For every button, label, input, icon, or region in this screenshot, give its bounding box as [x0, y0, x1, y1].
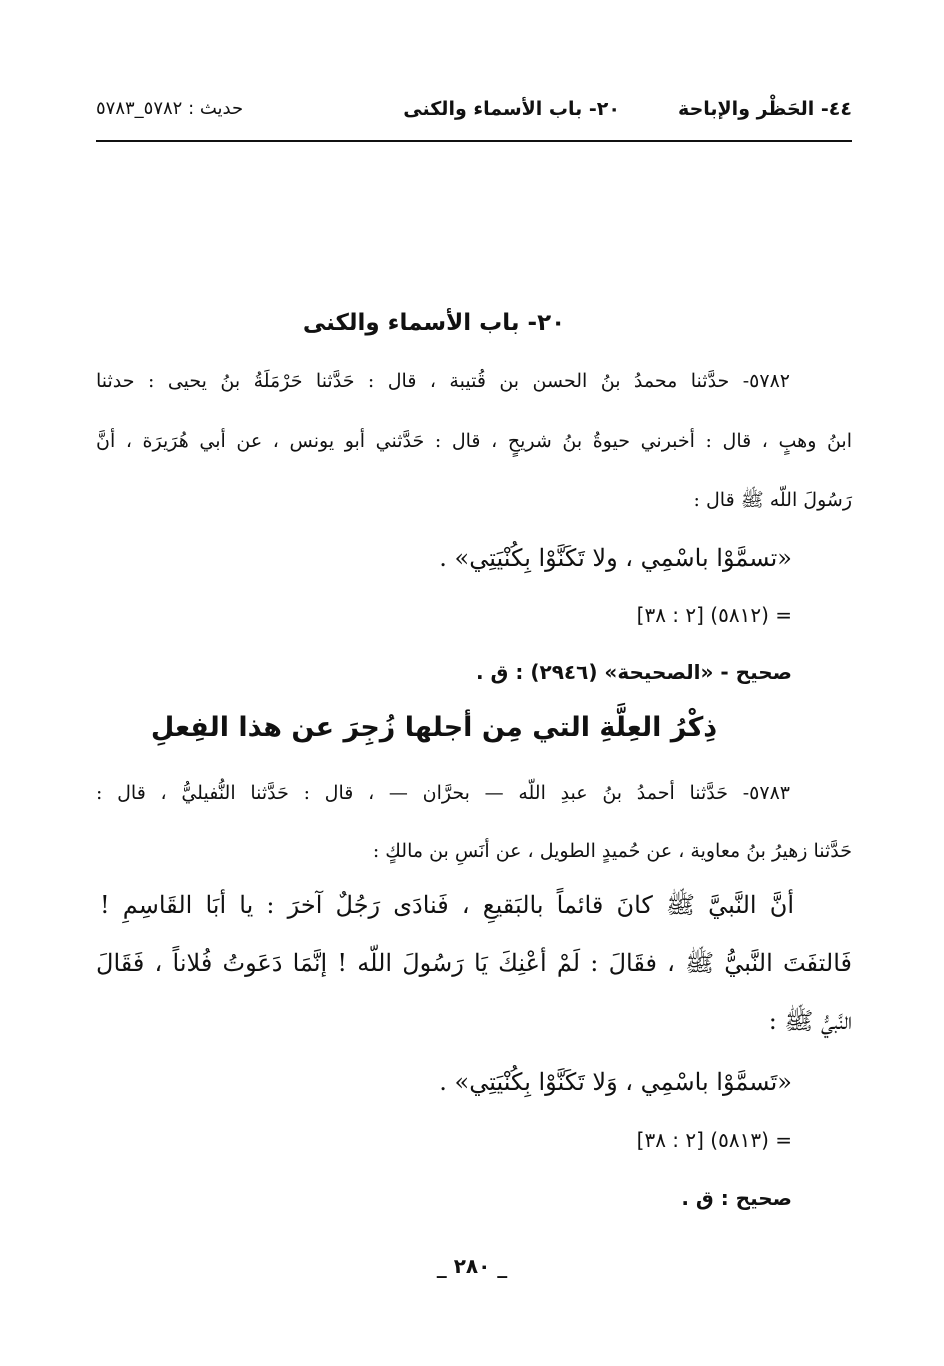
header-chapter-title: ٢٠- باب الأسماء والكنى	[403, 98, 620, 120]
hadith-5783-grade: صحيح : ق .	[681, 1186, 792, 1210]
hadith-5782-isnad-line-3: رَسُولَ اللّه ﷺ قال :	[693, 489, 852, 511]
hadith-5783-isnad-line-2: حَدَّثنا زهيرُ بنُ معاوية ، عن حُميدٍ الطويل ، عن أنَسِ بن مالكٍ :	[372, 840, 852, 862]
chapter-title: ٢٠- باب الأسماء والكنى	[302, 310, 566, 336]
running-header	[96, 98, 852, 138]
section-subheading: ذِكْرُ العِلَّةِ التي مِن أجلها زُجِرَ عن هذا الفِعلِ	[150, 712, 718, 743]
header-hadith-range: حديث : ٥٧٨٢_٥٧٨٣	[96, 98, 244, 119]
hadith-5782-grade: صحيح - «الصحيحة» (٢٩٤٦) : ق .	[475, 660, 792, 684]
hadith-5782-isnad-line-1: ٥٧٨٢- حدَّثنا محمدُ بنُ الحسن بن قُتيبة ، قال : حَدَّثنا حَرْمَلَةُ بنُ يحيى : حدثنا	[96, 370, 790, 392]
hadith-5783-matn-line-1: أنَّ النَّبيَّ ﷺ كانَ قائماً بالبَقيعِ ، فَنادَى رَجُلٌ آخرَ : يا أبَا القَاسِمِ !	[100, 891, 794, 919]
header-book-title: ٤٤- الحَظْر والإباحة	[678, 98, 852, 120]
hadith-5783-quote: «تَسمَّوْا باسْمِي ، وَلا تَكَنَّوْا بِكُنْيَتِي» .	[439, 1068, 792, 1096]
hadith-5782-isnad-line-2: ابنُ وهبٍ ، قال : أخبرني حيوةُ بنُ شريحٍ ، قال : حَدَّثني أبو يونس ، عن أبي هُرَيرَة ، أنَّ	[96, 430, 852, 452]
hadith-5783-cross-reference: = (٥٨١٣) [٢ : ٣٨]	[636, 1128, 792, 1152]
hadith-5782-matn: «تسمَّوْا باسْمِي ، ولا تَكَنَّوْا بِكُنْيَتِي» .	[439, 544, 792, 572]
hadith-5783-matn-line-2: فَالتفَتَ النَّبيُّ ﷺ ، فقَالَ : لَمْ أعْنِكَ يَا رَسُولَ اللّه ! إنَّمَا دَعَوتُ فُلاناً ، فَقَالَ	[96, 949, 852, 977]
header-divider	[96, 140, 852, 142]
hadith-5782-cross-reference: = (٥٨١٢) [٢ : ٣٨]	[636, 603, 792, 627]
page-number: _ ٢٨٠ _	[436, 1254, 508, 1278]
hadith-5783-matn-line-3: النَّبيُّ ﷺ :	[768, 1007, 852, 1035]
hadith-5783-isnad-line-1: ٥٧٨٣- حَدَّثنا أحمدُ بنُ عبدِ اللّه — بحرَّان — ، قال : حَدَّثنا النُّفيليُّ ، قال :	[96, 782, 790, 804]
